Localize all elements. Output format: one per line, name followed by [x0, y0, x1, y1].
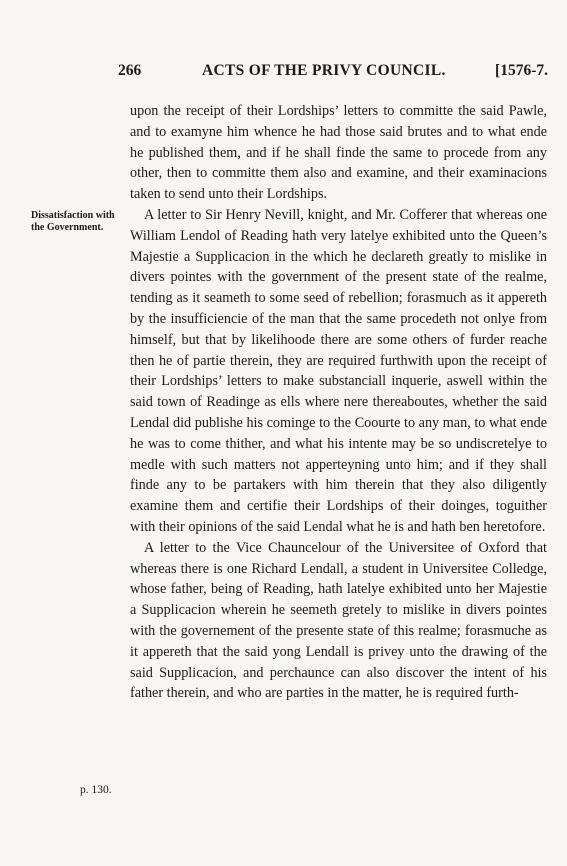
paragraph-1: upon the receipt of their Lordships’ letters to committe the said Pawle, and to examyne him whence he had those said brutes and to what ende he published them, and if he shall finde the same to procede from any other, then to committe them also and examine, and their examinacions taken to send unto their Lordships.	[130, 103, 547, 203]
paragraph-2: A letter to Sir Henry Nevill, knight, and Mr. Cofferer that whereas one William Lendol of Reading hath very latelye exhibited unto the Queen’s Majestie a Supplicacion in the which he declareth greatly to mislike in divers pointes with the government of the present state of the realme, tending as it seameth to some seed of rebellion; forasmuch as it appereth by the insufficiencie of the man that the same procedeth not onlye from himself, but that by likelihoode there are some others of furder reache then he of partie therein, they are required furthwith upon the receipt of their Lordships’ letters to make substanciall inquerie, aswell within the said town of Readinge as ells where nere thereaboutes, whether the said Lendal did publishe his cominge to the Coourte to any man, to what ende he was to come thither, and what his intente may be so undiscretelye to medle with such matters not apperteyning unto him; and if they shall finde any to be partakers with him therein that they also diligently examine them and certifie their Lordships of their doinges, toguither with their opinions of the said Lendal what he is and hath ben heretofore.	[130, 206, 547, 535]
margin-note-dissatisfaction: Dissatisfaction with the Government.	[31, 210, 115, 233]
running-header	[118, 62, 548, 82]
page-number: 266	[118, 62, 142, 79]
margin-note-page-reference: p. 130.	[80, 784, 112, 796]
year-range: [1576-7.	[495, 62, 548, 79]
watermark	[30, 318, 74, 351]
body-text	[130, 101, 547, 704]
running-title: ACTS OF THE PRIVY COUNCIL.	[202, 62, 446, 79]
paragraph-3: A letter to the Vice Chauncelour of the Universitee of Oxford that whereas there is one Richard Lendall, a student in Universitee Colledge, whose father, being of Reading, hath latelye exhibited unto her Majestie a Supplicacion wherein he seemeth gretely to mislike in divers pointes with the governement of the presente state of this realme; forasmuche as it appereth that the said yong Lendall is privey unto the drawing of the said Supplicacion, and perchaunce can also discover the intent of his father therein, and who are parties in the matter, he is required furth-	[130, 539, 547, 702]
